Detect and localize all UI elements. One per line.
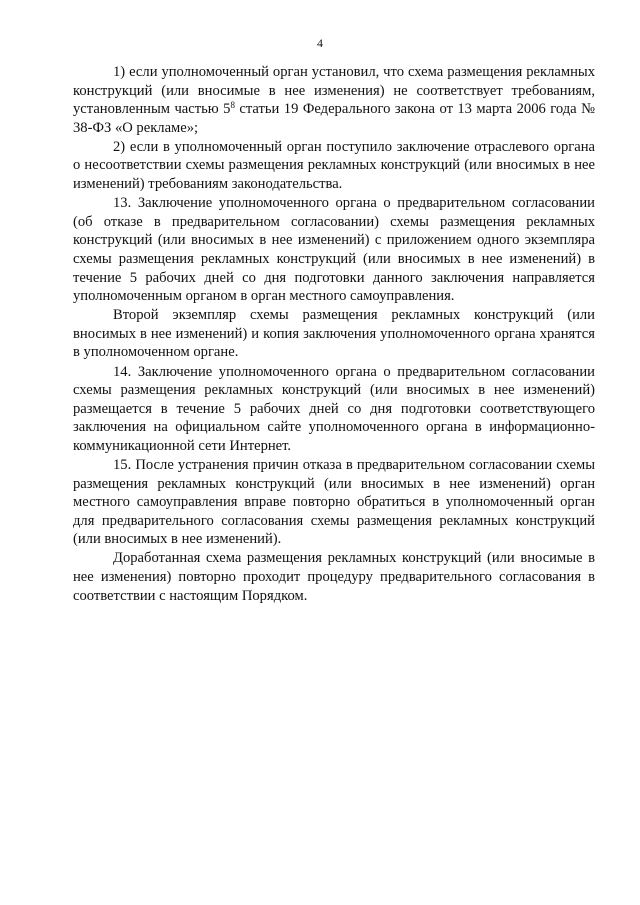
clause-1-text-start: 1) если уполномоченный орган установил, что схема размещения рекламных конструкций (или вносимые в нее изменения) не соответствует требованиям, установленным частью 5 — [73, 64, 595, 118]
paragraph-clause-2: 2) если в уполномоченный орган поступило заключение отраслевого органа о несоответствии схемы размещения рекламных конструкций (или вносимых в нее изменений) требованиям законодательства. — [73, 138, 595, 193]
paragraph-second-copy: Второй экземпляр схемы размещения рекламных конструкций (или вносимых в нее изменений) и копия заключения уполномоченного органа хранятся в уполномоченном органе. — [73, 307, 595, 361]
clause-1-text-end: статьи 19 Федерального закона от 13 марта 2006 года № 38-ФЗ «О рекламе»; — [73, 101, 595, 136]
superscript-8: 8 — [230, 100, 235, 111]
paragraph-item-13: 13. Заключение уполномоченного органа о предварительном согласовании (об отказе в предварительном согласовании) схемы размещения рекламных конструкций (или вносимых в нее изменений) с приложением одного экземпляра схемы размещения рекламных конструкций (или вносимых в нее изменений) в течение 5 рабочих дней со дня подготовки данного заключения направляется уполномоченным органом в орган местного самоуправления. — [73, 195, 595, 305]
page-number: 4 — [317, 36, 323, 50]
paragraph-clause-1 — [73, 63, 595, 137]
document-body — [73, 63, 595, 605]
paragraph-revised-scheme: Доработанная схема размещения рекламных конструкций (или вносимые в нее изменения) повторно проходит процедуру предварительного согласования в соответствии с настоящим Порядком. — [73, 550, 595, 604]
paragraph-item-14: 14. Заключение уполномоченного органа о предварительном согласовании схемы размещения рекламных конструкций (или вносимых в нее изменений) размещается в течение 5 рабочих дней со дня подготовки соответствующего заключения на официальном сайте уполномоченного органа в информационно-коммуникационной сети Интернет. — [73, 363, 595, 454]
paragraph-item-15: 15. После устранения причин отказа в предварительном согласовании схемы размещения рекламных конструкций (или вносимых в нее изменений) орган местного самоуправления вправе повторно обратиться в уполномоченный орган для предварительного согласования схемы размещения рекламных конструкций (или вносимых в нее изменений). — [73, 456, 595, 548]
